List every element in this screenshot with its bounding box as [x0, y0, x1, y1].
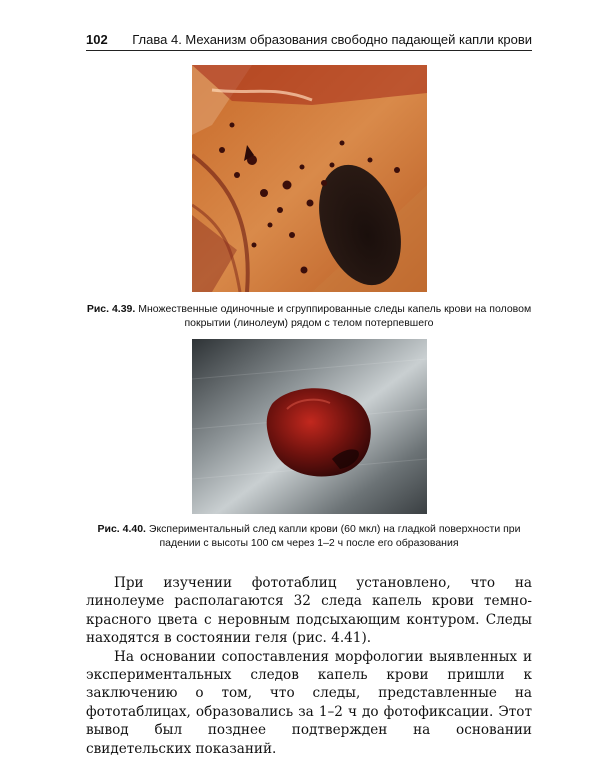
figure-caption-text: Экспериментальный след капли крови (60 мкл) на гладкой поверхности при падении с высоты 100 см через 1–2 ч после его образования — [148, 523, 521, 549]
body-text — [86, 574, 532, 758]
figure-label: Рис. 4.40. — [97, 523, 146, 535]
figure-4-39-caption — [86, 302, 532, 330]
paragraph: На основании сопоставления морфологии выявленных и экспериментальных следов капель крови пришли к заключению о том, что следы, представленные на фототаблицах, образовались за 1–2 ч до фотофиксации. Этот вывод был позднее подтвержден на основании свидетельских показаний. — [86, 648, 532, 757]
figure-4-39-photo — [192, 65, 427, 292]
figure-label: Рис. 4.39. — [86, 303, 136, 315]
running-header — [86, 28, 532, 51]
figure-4-40-caption — [86, 522, 532, 550]
page-number: 102 — [86, 32, 108, 47]
figure-4-40-photo — [192, 339, 427, 514]
chapter-title: Глава 4. Механизм образования свободно падающей капли крови — [132, 32, 532, 47]
paragraph: При изучении фототаблиц установлено, что на линолеуме располагаются 32 следа капель крови темно-красного цвета с неровным подсыхающим контуром. Следы находятся в состоянии геля (рис. 4.41). — [86, 575, 532, 647]
figure-caption-text: Множественные одиночные и сгруппированные следы капель крови на половом покрытии (линолеум) рядом с телом потерпевшего — [138, 303, 532, 329]
experimental-bloodstain-photo — [192, 339, 427, 514]
floor-bloodstains-photo — [192, 65, 427, 292]
